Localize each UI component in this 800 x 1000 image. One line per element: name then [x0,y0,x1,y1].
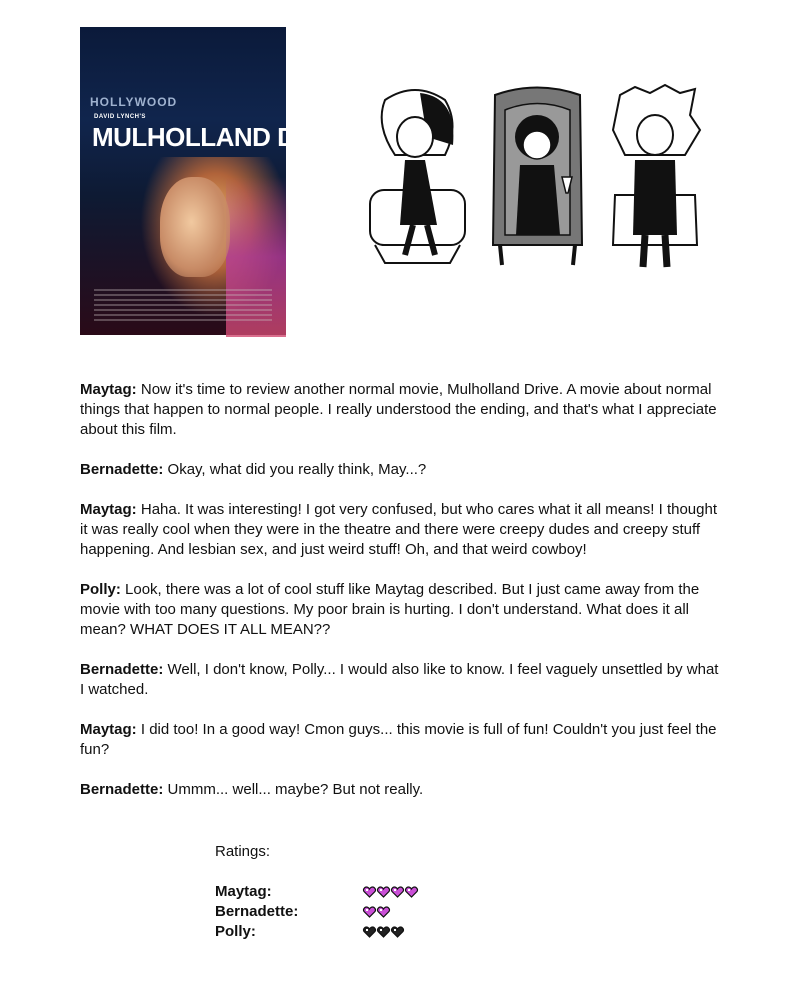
speaker-name: Maytag: [80,721,137,738]
rating-row [215,882,418,902]
rating-name: Bernadette: [215,903,299,920]
line-text: Look, there was a lot of cool stuff like Maytag described. But I just came away from the movie with too many questions. My poor brain is hurting. I don't understand. What does it all mean? WHAT DOES IT ALL MEAN?? [80,581,700,638]
poster-title: MULHOLLAND DR. [92,122,321,152]
line-text: I did too! In a good way! Cmon guys... this movie is full of fun! Couldn't you just feel the fun? [80,721,717,758]
heart-icon [377,926,390,938]
rating-row [215,922,418,942]
heart-rating [363,926,404,938]
dialogue-transcript [80,380,720,820]
dialogue-line [80,500,720,560]
heart-icon [405,886,418,898]
speaker-name: Bernadette: [80,781,164,798]
rating-row [215,902,418,922]
poster-face [160,177,230,277]
line-text: Now it's time to review another normal movie, Mulholland Drive. A movie about normal things that happen to normal people. I really understood the ending, and that's what I appreciate about this film. [80,381,717,438]
character-middle [490,85,585,275]
speaker-name: Maytag: [80,381,137,398]
line-text: Well, I don't know, Polly... I would also like to know. I feel vaguely unsettled by what I watched. [80,661,719,698]
speaker-name: Maytag: [80,501,137,518]
heart-icon [377,886,390,898]
heart-rating [363,906,390,918]
poster-credits [94,289,272,321]
heart-rating [363,886,418,898]
dialogue-line [80,380,720,440]
heart-icon [391,926,404,938]
poster-hollywood-sign: HOLLYWOOD [90,95,178,109]
speaker-name: Polly: [80,581,121,598]
dialogue-line [80,780,720,800]
character-left [365,85,475,275]
dialogue-line [80,580,720,640]
character-right [605,85,705,275]
line-text: Ummm... well... maybe? But not really. [163,781,424,798]
speaker-name: Bernadette: [80,461,164,478]
heart-icon [363,906,376,918]
line-text: Haha. It was interesting! I got very confused, but who cares what it all means! I thought it was really cool when they were in the theatre and there were creepy dudes and creepy stuff happening. And lesbian sex, and just weird stuff! Oh, and that weird cowboy! [80,501,717,558]
dialogue-line [80,460,720,480]
dialogue-line [80,660,720,700]
movie-poster [80,27,321,335]
speaker-name: Bernadette: [80,661,164,678]
heart-icon [363,886,376,898]
rating-name: Maytag: [215,883,272,900]
dialogue-line [80,720,720,760]
ratings-section [215,842,418,942]
line-text: Okay, what did you really think, May...? [163,461,427,478]
poster-director: DAVID LYNCH'S [94,114,146,120]
ratings-title: Ratings: [215,843,271,860]
heart-icon [363,926,376,938]
heart-icon [391,886,404,898]
rating-name: Polly: [215,923,256,940]
heart-icon [377,906,390,918]
reviewer-illustration [365,85,710,275]
